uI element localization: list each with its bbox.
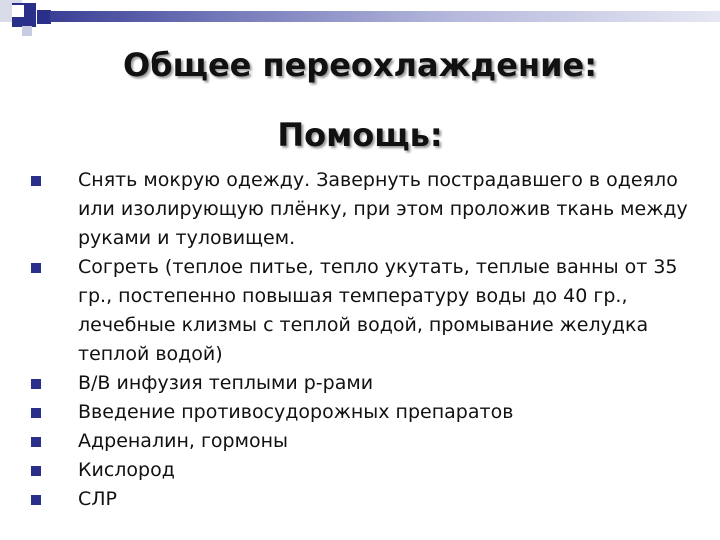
bullet-text: Снять мокрую одежду. Завернуть пострадавшего в одеяло или изолирующую плёнку, при этом проложив ткань между руками и туловищем. — [78, 169, 688, 249]
square-bullet-icon — [31, 176, 41, 186]
square-bullet-icon — [31, 408, 41, 418]
bullet-text: В/В инфузия теплыми р-рами — [78, 372, 374, 394]
corner-decoration-square — [12, 5, 24, 17]
bullet-text: Кислород — [78, 459, 175, 481]
corner-decoration-square — [37, 10, 51, 24]
square-bullet-icon — [31, 263, 41, 273]
bullet-text: Введение противосудорожных препаратов — [78, 401, 514, 423]
square-bullet-icon — [31, 437, 41, 447]
bullet-item — [30, 369, 710, 398]
bullet-item — [30, 485, 710, 514]
bullet-item — [30, 456, 710, 485]
bullet-item — [30, 398, 710, 427]
bullet-text: Адреналин, гормоны — [78, 430, 288, 452]
bullet-item — [30, 427, 710, 456]
bullet-text: Согреть (теплое питье, тепло укутать, теплые ванны от 35 гр., постепенно повышая температуру воды до 40 гр., лечебные клизмы с теплой водой, промывание желудка теплой водой) — [78, 256, 678, 365]
corner-decoration-square — [22, 26, 32, 36]
bullet-item — [30, 166, 710, 253]
top-gradient-rule — [50, 11, 720, 22]
slide-title: Общее переохлаждение: — [123, 46, 597, 84]
slide-subtitle: Помощь: — [277, 116, 443, 154]
square-bullet-icon — [31, 379, 41, 389]
square-bullet-icon — [31, 495, 41, 505]
square-bullet-icon — [31, 466, 41, 476]
bullet-item — [30, 253, 710, 369]
bullet-text: СЛР — [78, 488, 118, 510]
bullet-list — [30, 166, 710, 514]
